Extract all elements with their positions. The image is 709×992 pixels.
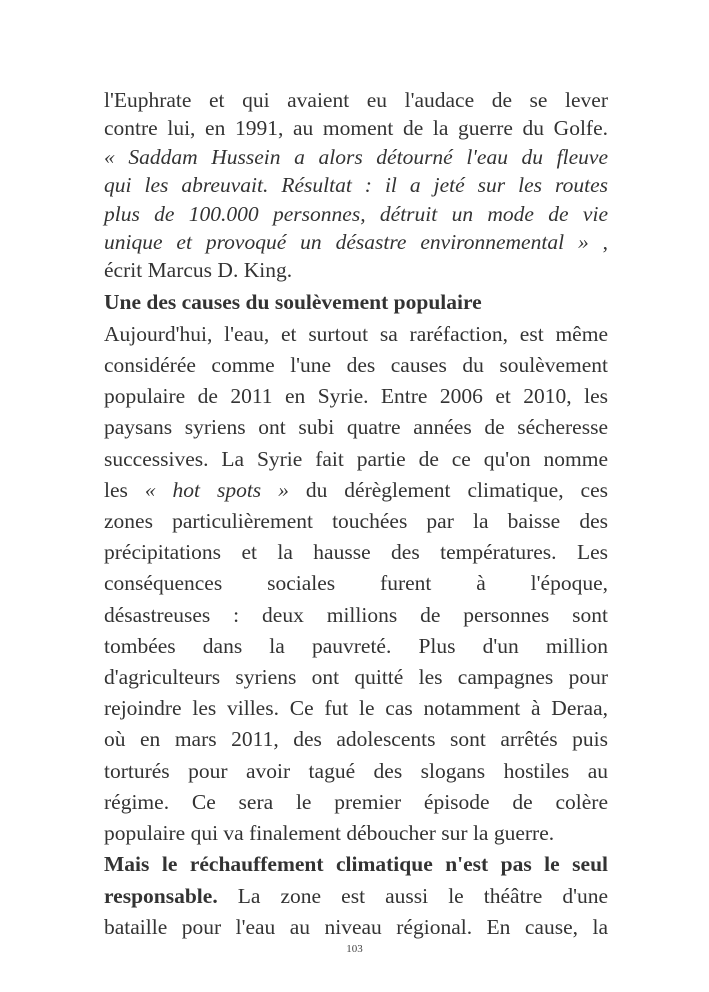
text-line [104,787,608,818]
text-line [104,256,608,284]
text-line [104,912,608,943]
bold-text: Mais le réchauffement climatique n'est pas le seul [104,852,608,877]
text-line [104,412,608,443]
text-span: Aujourd'hui, l'eau, et surtout sa raréfaction, est même [104,321,608,346]
text-line [104,693,608,724]
text-line [104,849,608,880]
text-span: écrit Marcus D. King. [104,258,293,283]
text-span: La zone est aussi le théâtre d'une [217,883,608,908]
text-span: d'agriculteurs syriens ont quitté les campagnes pour [104,665,608,690]
text-span: les [104,477,145,502]
text-span: successives. La Syrie fait partie de ce qu'on nomme [104,446,608,471]
text-line [104,537,608,568]
text-line [104,475,608,506]
page-number: 103 [346,943,363,955]
text-line [104,506,608,537]
text-line [104,631,608,662]
text-line [104,86,608,114]
italic-text: « Saddam Hussein a alors détourné l'eau du fleuve [104,144,608,169]
text-span: rejoindre les villes. Ce fut le cas notamment à Deraa, [104,696,608,721]
text-line [104,200,608,228]
text-span: contre lui, en 1991, au moment de la guerre du Golfe. [104,116,608,141]
section-heading [104,285,608,319]
text-line [104,444,608,475]
italic-text: unique et provoqué un désastre environnemental » [104,230,589,255]
text-span: l'Euphrate et qui avaient eu l'audace de se lever [104,88,608,112]
text-line [104,350,608,381]
text-line [104,381,608,412]
text-span: du dérèglement climatique, ces [288,477,608,502]
text-line [104,818,608,849]
bold-text: responsable. [104,883,218,908]
text-line [104,756,608,787]
paragraph-body [104,319,608,943]
text-span: précipitations et la hausse des températures. Les [104,540,608,565]
paragraph-quote [104,86,608,285]
text-line [104,171,608,199]
italic-text: plus de 100.000 personnes, détruit un mode de vie [104,201,608,226]
italic-text: « hot spots » [144,477,289,502]
text-span: zones particulièrement touchées par la baisse des [104,509,608,534]
text-span: paysans syriens ont subi quatre années de sécheresse [104,415,608,440]
text-span: bataille pour l'eau au niveau régional. En cause, la [104,914,608,939]
text-line [104,568,608,599]
text-span: où en mars 2011, des adolescents sont arrêtés puis [104,727,608,752]
text-span: tombées dans la pauvreté. Plus d'un million [104,633,608,658]
text-span: , [588,230,608,255]
text-span: régime. Ce sera le premier épisode de colère [104,789,608,814]
text-span: populaire de 2011 en Syrie. Entre 2006 et 2010, les [104,384,608,409]
italic-text: qui les abreuvait. Résultat : il a jeté sur les routes [104,173,608,198]
text-line [104,114,608,142]
text-line [104,881,608,912]
text-line [104,600,608,631]
bold-text: Une des causes du soulèvement populaire [104,289,482,314]
text-line [104,662,608,693]
text-line [104,228,608,256]
text-span: désastreuses : deux millions de personnes sont [104,602,608,627]
text-span: conséquences sociales furent à l'époque, [104,571,608,596]
page-body [104,86,608,943]
text-line [104,319,608,350]
text-line [104,285,608,319]
text-span: populaire qui va finalement déboucher sur la guerre. [104,821,555,846]
text-span: torturés pour avoir tagué des slogans hostiles au [104,758,608,783]
text-line [104,143,608,171]
text-line [104,724,608,755]
text-span: considérée comme l'une des causes du soulèvement [104,353,608,378]
